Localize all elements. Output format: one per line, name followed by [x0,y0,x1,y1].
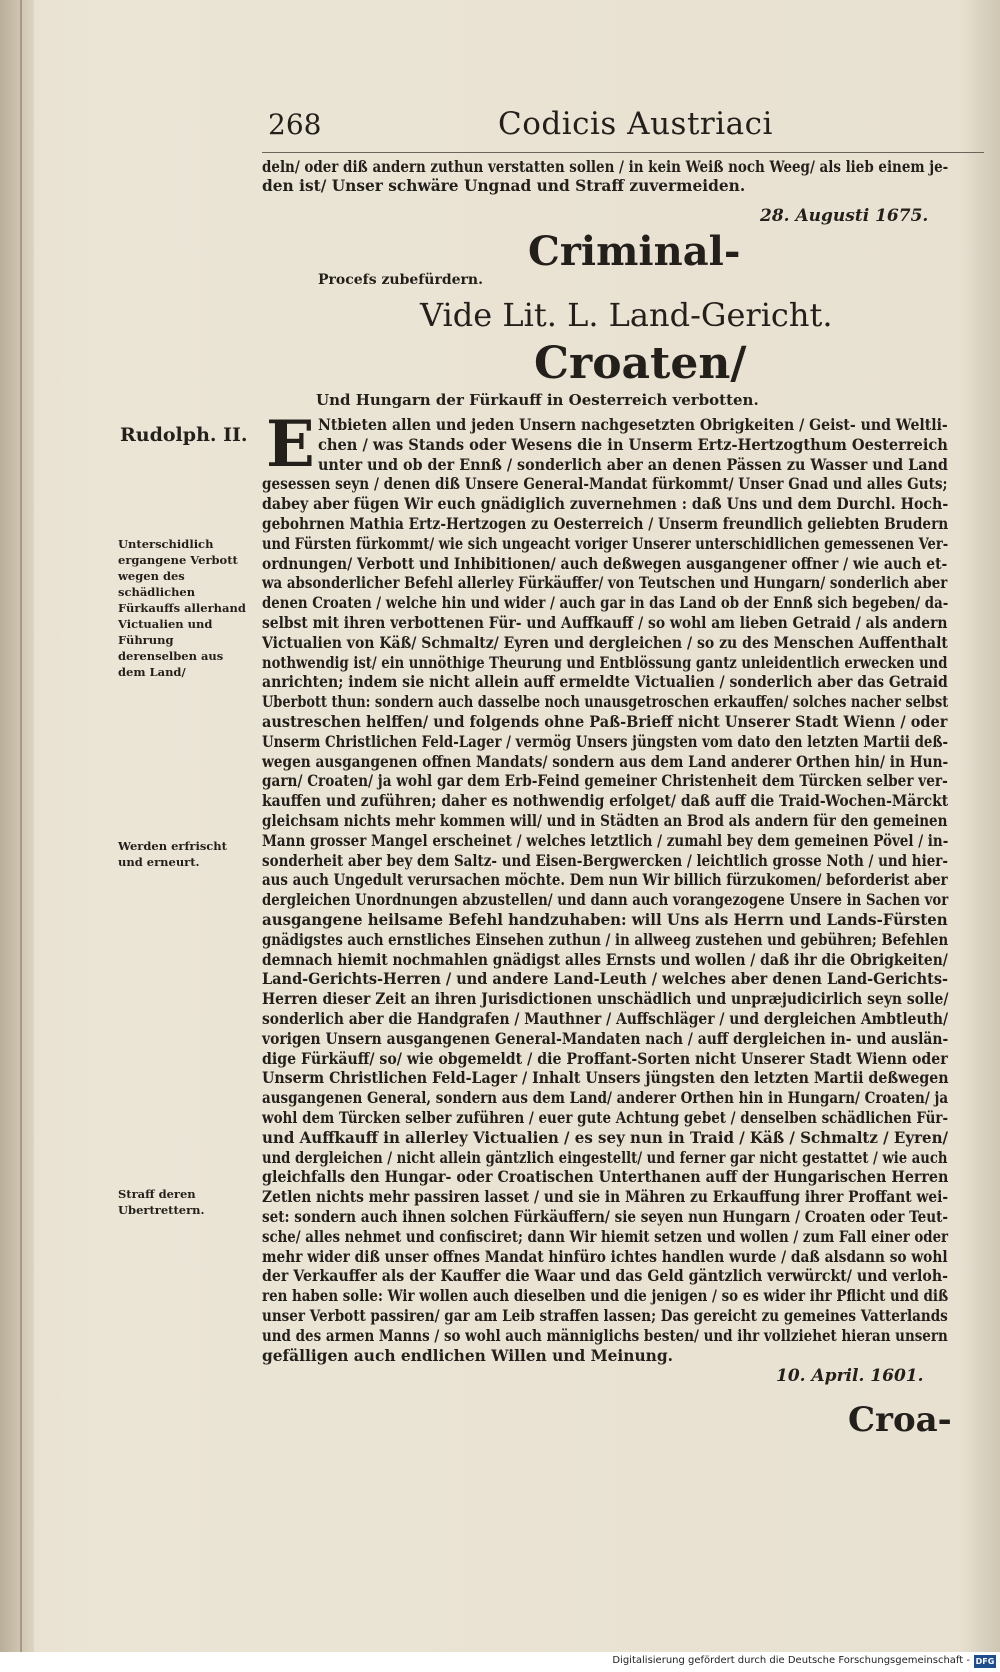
body-line: und dergleichen / nicht allein gäntzlich eingestellt/ und ferner gar nicht gestattet / wie auch [262,1148,948,1167]
body-line: kauffen und zuführen; daher es nothwendig erfolget/ daß auff die Traid-Wochen-Märckt [262,792,949,811]
body-line: mehr wider diß unser offnes Mandat hinfüro ichtes handlen wurde / daß alsdann so wohl [262,1247,948,1266]
body-line: Unserm Christlichen Feld-Lager / vermög Unsers jüngsten vom dato den letzten Martii deß- [262,732,948,751]
running-title: Codicis Austriaci [498,106,773,142]
criminal-heading: Criminal- [528,228,741,275]
body-line: und Fürsten fürkommt/ wie sich ungeacht voriger Unserer unterschidlichen gemessenen Ver- [262,534,949,553]
body-line: Land-Gerichts-Herren / und andere Land-Leuth / welches aber denen Land-Gerichts- [262,970,948,989]
body-line: denen Croaten / welche hin und wider / auch gar in das Land ob der Ennß sich begeben/ da- [262,594,949,613]
spine-edge [20,0,22,1652]
margin-note: Straff deren Ubertrettern. [118,1187,205,1217]
body-line: Herren dieser Zeit an ihren Jurisdictionen unschädlich und unpræjudicirlich seyn solle/ [262,990,949,1009]
body-line: Zetlen nichts mehr passiren lasset / und sie in Mähren zu Erkauffung ihrer Proffant wei- [262,1188,949,1207]
body-line: gesessen seyn / denen diß Unsere General-Mandat fürkommt/ Unser Gnad und alles Guts; [262,475,948,494]
body-line: garn/ Croaten/ ja wohl gar dem Erb-Feind gemeiner Christenheit dem Türcken selber ver- [262,772,948,791]
body-line: Mann grosser Mangel erscheinet / welches letztlich / zumahl bey dem gemeinen Pövel / in- [262,831,949,850]
catchword: Croa- [848,1400,952,1440]
criminal-subheading: Procefs zubefürdern. [318,272,483,288]
book-spine [0,0,34,1652]
body-line: gleichfalls den Hungar- oder Croatischen Unterthanen auff der Hungarischen Herren [262,1168,949,1187]
body-line: sonderheit aber bey dem Saltz- und Eisen-Bergwercken / leichtlich grosse Noth / und hier- [262,851,949,870]
croaten-heading: Croaten/ [534,338,747,389]
body-line: ausgangene heilsame Befehl handzuhaben: will Uns als Herrn und Lands-Fürsten [262,911,948,929]
body-line: gnädigstes auch ernstliches Einsehen zuthun / in allweeg zustehen und gebühren; Befehlen [262,930,949,949]
digitization-footer [0,1652,1000,1672]
body-line: ren haben solle: Wir wollen auch dieselben und die jenigen / so es wider ihr Pflicht und diß [262,1287,949,1306]
croaten-intro: Und Hungarn der Fürkauff in Oesterreich verbotten. [316,391,759,409]
body-line: sche/ alles nehmet und confisciret; dann Wir hiemit setzen und wollen / zum Fall einer oder [262,1227,949,1246]
body-line: gefälligen auch endlichen Willen und Meinung. [262,1346,673,1365]
body-line: und des armen Manns / so wohl auch männiglichs besten/ und ihr vollziehet hieran unsern [262,1326,948,1345]
footer-credit: Digitalisierung gefördert durch die Deutsche Forschungsgemeinschaft - [612,1655,970,1666]
body-line: dabey aber fügen Wir euch gnädiglich zuvernehmen : daß Uns und dem Durchl. Hoch- [262,495,949,514]
body-line: der Verkauffer als der Kauffer die Waar und das Geld gäntzlich verwürckt/ und verloh- [262,1267,949,1286]
body-line: wa absonderlicher Befehl allerley Fürkäuffer/ von Teutschen und Hungarn/ sonderlich aber [262,574,948,593]
body-line: Ntbieten allen und jeden Unsern nachgesetzten Obrigkeiten / Geist- und Weltli- [318,416,948,434]
body-line: demnach hiemit nochmahlen gnädigst alles Ernsts und wollen / daß ihr die Obrigkeiten/ [262,950,948,969]
body-line: Unserm Christlichen Feld-Lager / Inhalt Unsers jüngsten den letzten Martii deßwegen [262,1069,949,1088]
body-line: austreschen helffen/ und folgends ohne Paß-Brieff nicht Unserer Stadt Wienn / oder [262,713,948,731]
body-line: set: sondern auch ihnen solchen Fürkäuffern/ sie seyen nun Hungarn / Croaten oder Teut- [262,1208,949,1226]
body-line: wegen ausgangenen offnen Mandats/ sondern aus dem Land anderer Orthen hin/ in Hun- [262,752,949,771]
body-line: gebohrnen Mathia Ertz-Hertzogen zu Oesterreich / Unserm freundlich geliebten Brudern [262,515,949,533]
body-line: ausgangenen General, sondern aus dem Land/ anderer Orthen hin in Hungarn/ Croaten/ ja [262,1089,949,1108]
body-line: wohl dem Türcken selber zuführen / euer gute Achtung gebet / denselben schädlichen Für- [262,1109,949,1127]
body-line: nothwendig ist/ ein unnöthige Theurung und Entblössung gantz unleidentlich erwecken und [262,653,948,672]
body-line: gleichsam nichts mehr kommen will/ und in Städten an Brod als andern für den gemeinen [262,812,948,830]
continuation-line: deln/ oder diß andern zuthun verstatten sollen / in kein Weiß noch Weeg/ als lieb einem je- [262,158,949,176]
body-line: anrichten; indem sie nicht allein auff ermeldte Victualien / sonderlich aber das Getraid [262,673,948,692]
page-number: 268 [268,108,322,141]
decorated-initial: E [266,407,315,482]
margin-note: Unterschidlich ergangene Verbott wegen des schädlichen Fürkauffs allerhand Victualien und Führung derenselben aus dem Land/ [118,537,246,679]
date-1675: 28. Augusti 1675. [760,206,929,226]
margin-ruler-name: Rudolph. II. [120,424,248,446]
continuation-line: den ist/ Unser schwäre Ungnad und Straff zuvermeiden. [262,177,746,195]
body-line: ordnungen/ Verbott und Inhibitionen/ auch deßwegen ausgangener offner / wie auch et- [262,554,948,573]
dfg-logo: DFG [975,1657,995,1666]
body-line: dergleichen Unordnungen abzustellen/ und dann auch vorangezogene Unsere in Sachen vor [262,891,949,910]
body-line: Victualien von Käß/ Schmaltz/ Eyren und dergleichen / so zu des Menschen Auffenthalt [262,633,948,652]
body-line: vorigen Unsern ausgangenen General-Mandaten nach / auff dergleichen in- und auslän- [262,1029,949,1048]
body-line: aus auch Ungedult verursachen möchte. Dem nun Wir billich fürzukomen/ beforderist aber [262,871,948,890]
body-line: selbst mit ihren verbottenen Für- und Auffkauff / so wohl am lieben Getraid / als andern [262,614,948,632]
date-1601: 10. April. 1601. [776,1366,924,1386]
body-line: unser Verbott passiren/ gar am Leib straffen lassen; Das gereicht zu gemeines Vatterlands [262,1307,948,1325]
body-line: unter und ob der Ennß / sonderlich aber an denen Pässen zu Wasser und Land [318,455,948,474]
header-rule [262,152,984,153]
body-line: dige Fürkäuff/ so/ wie obgemeldt / die Proffant-Sorten nicht Unserer Stadt Wienn oder [262,1049,948,1068]
cross-reference: Vide Lit. L. Land-Gericht. [420,296,833,334]
body-line: Uberbott thun: sondern auch dasselbe noch unausgetroschen erkauffen/ solches nacher selbst [262,693,949,712]
body-line: und Auffkauff in allerley Victualien / es sey nun in Traid / Käß / Schmaltz / Eyren/ [262,1128,948,1147]
margin-note: Werden erfrischt und erneurt. [118,839,227,869]
body-line: chen / was Stands oder Wesens die in Unserm Ertz-Hertzogthum Oesterreich [318,435,948,454]
body-line: sonderlich aber die Handgrafen / Mauthner / Auffschläger / und dergleichen Ambtleuth/ [262,1010,949,1028]
